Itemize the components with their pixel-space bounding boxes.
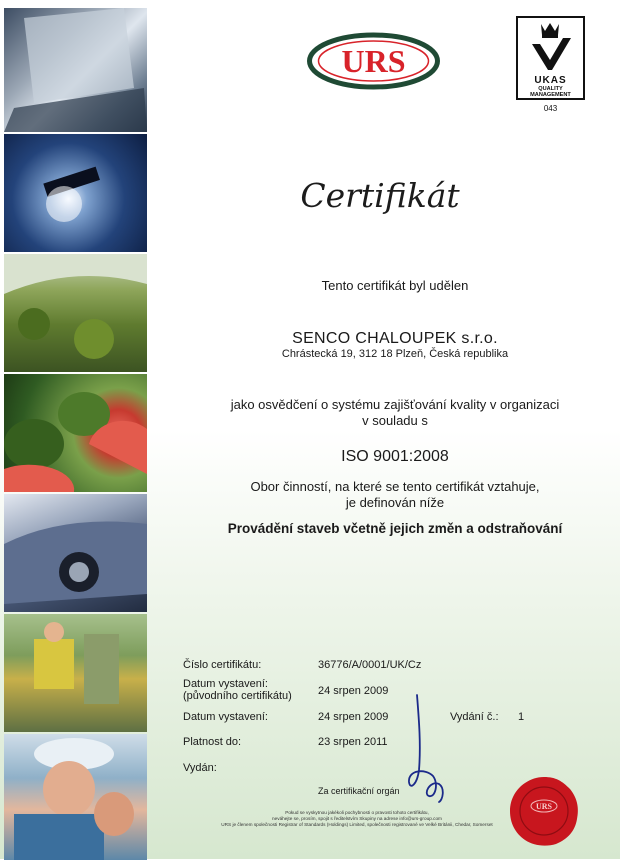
standard: ISO 9001:2008 bbox=[341, 448, 449, 465]
photo-workers bbox=[4, 614, 147, 732]
footer-notice: Pokud se vyskytnou jakékoli pochybnosti o pravosti tohoto certifikátu, neváhejte se, prosím, spojit s ředitelstvím Skupiny na adrese info@urs-group.com URS je členem společnosti Registrar of Standards (Holdings) Limited, společnosti registrované ve Velké Británii, Chedar, Somerset bbox=[221, 810, 493, 827]
urs-logo-text: URS bbox=[341, 43, 406, 79]
obor-line-1: Obor činností, na které se tento certifikát vztahuje, bbox=[250, 479, 540, 494]
photo-doctor-baby bbox=[4, 734, 147, 860]
company-address: Chrástecká 19, 312 18 Plzeň, Česká republika bbox=[281, 348, 509, 360]
company-name: SENCO CHALOUPEK s.r.o. bbox=[292, 330, 498, 347]
issued-label: Vydán: bbox=[183, 762, 217, 774]
ukas-accreditation-mark bbox=[516, 16, 585, 100]
photo-laptop bbox=[4, 8, 147, 132]
issue-date-value: 24 srpen 2009 bbox=[318, 711, 389, 723]
cert-body-label: Za certifikační orgán bbox=[318, 786, 400, 796]
edition-value: 1 bbox=[518, 711, 525, 723]
orig-date-value: 24 srpen 2009 bbox=[318, 685, 389, 697]
issue-date-label: Datum vystavení: bbox=[183, 711, 268, 723]
scope-line-2: v souladu s bbox=[362, 413, 428, 428]
cert-number-label: Číslo certifikátu: bbox=[183, 659, 262, 671]
orig-date-label: Datum vystavení: (původního certifikátu) bbox=[183, 678, 292, 702]
obor-line-2: je definován níže bbox=[345, 495, 445, 510]
photo-satellite bbox=[4, 134, 147, 252]
crown-icon bbox=[541, 23, 559, 38]
edition-label: Vydání č.: bbox=[450, 711, 499, 723]
granted-text: Tento certifikát byl udělen bbox=[321, 278, 469, 293]
photo-vineyard bbox=[4, 254, 147, 372]
certificate-title: Certifikát bbox=[300, 176, 460, 215]
seal-text: URS bbox=[535, 802, 553, 811]
photo-car bbox=[4, 494, 147, 612]
checkmark-icon bbox=[532, 38, 571, 70]
wax-seal-icon bbox=[508, 775, 580, 847]
photo-watermelons bbox=[4, 374, 147, 492]
valid-until-value: 23 srpen 2011 bbox=[318, 736, 388, 748]
ukas-name: UKAS bbox=[534, 75, 567, 86]
valid-until-label: Platnost do: bbox=[183, 736, 242, 748]
urs-logo bbox=[307, 32, 440, 90]
scope-line-1: jako osvědčení o systému zajišťování kvality v organizaci bbox=[230, 397, 560, 412]
ukas-subtitle: QUALITY MANAGEMENT bbox=[530, 86, 571, 98]
cert-number-value: 36776/A/0001/UK/Cz bbox=[318, 659, 422, 671]
signature-mark bbox=[395, 690, 455, 810]
activity-scope: Provádění staveb včetně jejich změn a odstraňování bbox=[227, 521, 563, 536]
ukas-number: 043 bbox=[543, 104, 558, 113]
